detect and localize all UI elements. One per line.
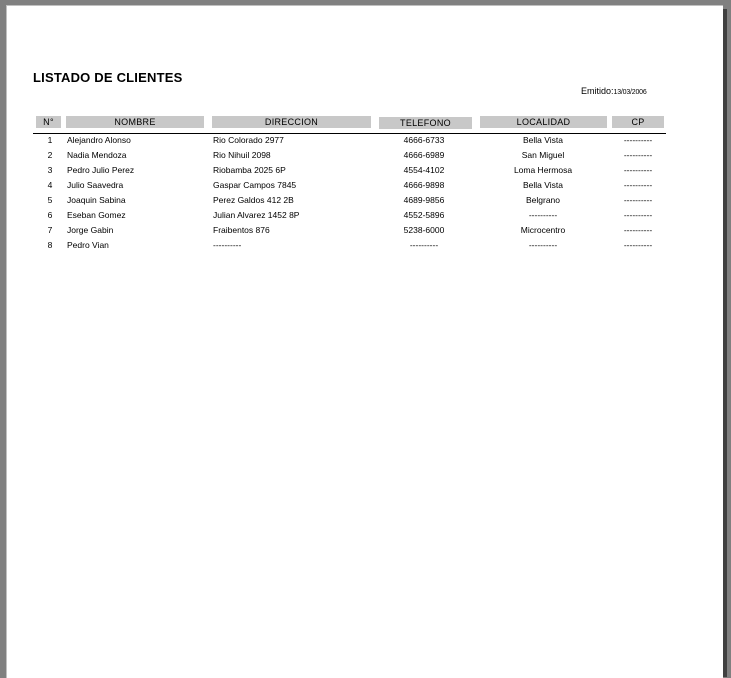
cell-telefono: 4552-5896 [403,210,445,220]
emitted-date [581,86,647,96]
cell-nombre: Nadia Mendoza [67,150,127,160]
column-header-num: N° [36,116,61,128]
cell-cp: ---------- [623,135,653,145]
cell-telefono: 4554-4102 [403,165,445,175]
cell-cp: ---------- [623,225,653,235]
cell-direccion: Fraibentos 876 [213,225,270,235]
cell-nombre: Joaquin Sabina [67,195,126,205]
report-title: LISTADO DE CLIENTES [33,70,183,85]
cell-nombre: Eseban Gomez [67,210,126,220]
cell-num: 6 [47,210,53,220]
cell-nombre: Jorge Gabin [67,225,114,235]
column-header-telefono: TELEFONO [379,117,472,129]
cell-num: 5 [47,195,53,205]
cell-localidad: Belgrano [525,195,561,205]
cell-telefono: 5238-6000 [403,225,445,235]
emitted-date-value: 13/03/2006 [613,89,647,96]
cell-localidad: Loma Hermosa [513,165,573,175]
cell-cp: ---------- [623,240,653,250]
cell-num: 7 [47,225,53,235]
header-divider [33,133,666,134]
cell-nombre: Alejandro Alonso [67,135,131,145]
cell-telefono: 4666-9898 [403,180,445,190]
cell-cp: ---------- [623,195,653,205]
cell-localidad: ---------- [528,210,558,220]
cell-nombre: Pedro Julio Perez [67,165,135,175]
cell-telefono: 4689-9856 [403,195,445,205]
cell-localidad: ---------- [528,240,558,250]
column-header-localidad: LOCALIDAD [480,116,607,128]
column-header-cp: CP [612,116,664,128]
cell-num: 8 [47,240,53,250]
cell-direccion: Riobamba 2025 6P [213,165,286,175]
cell-cp: ---------- [623,180,653,190]
emitted-label: Emitido: [581,86,614,96]
cell-num: 1 [47,135,53,145]
cell-num: 2 [47,150,53,160]
cell-nombre: Pedro Vian [67,240,109,250]
cell-nombre: Julio Saavedra [67,180,124,190]
cell-cp: ---------- [623,165,653,175]
cell-cp: ---------- [623,210,653,220]
cell-direccion: Julian Alvarez 1452 8P [213,210,300,220]
cell-direccion: Gaspar Campos 7845 [213,180,297,190]
cell-telefono: 4666-6989 [403,150,445,160]
cell-num: 3 [47,165,53,175]
report-page [6,5,723,678]
cell-telefono: 4666-6733 [403,135,445,145]
cell-telefono: ---------- [409,240,439,250]
cell-localidad: Bella Vista [522,135,563,145]
cell-localidad: Microcentro [520,225,566,235]
cell-direccion: ---------- [213,240,242,250]
cell-localidad: Bella Vista [522,180,563,190]
cell-direccion: Perez Galdos 412 2B [213,195,294,205]
column-header-direccion: DIRECCION [212,116,371,128]
cell-cp: ---------- [623,150,653,160]
cell-localidad: San Miguel [521,150,565,160]
cell-direccion: Rio Nihuil 2098 [213,150,271,160]
cell-num: 4 [47,180,53,190]
column-header-nombre: NOMBRE [66,116,204,128]
cell-direccion: Rio Colorado 2977 [213,135,284,145]
